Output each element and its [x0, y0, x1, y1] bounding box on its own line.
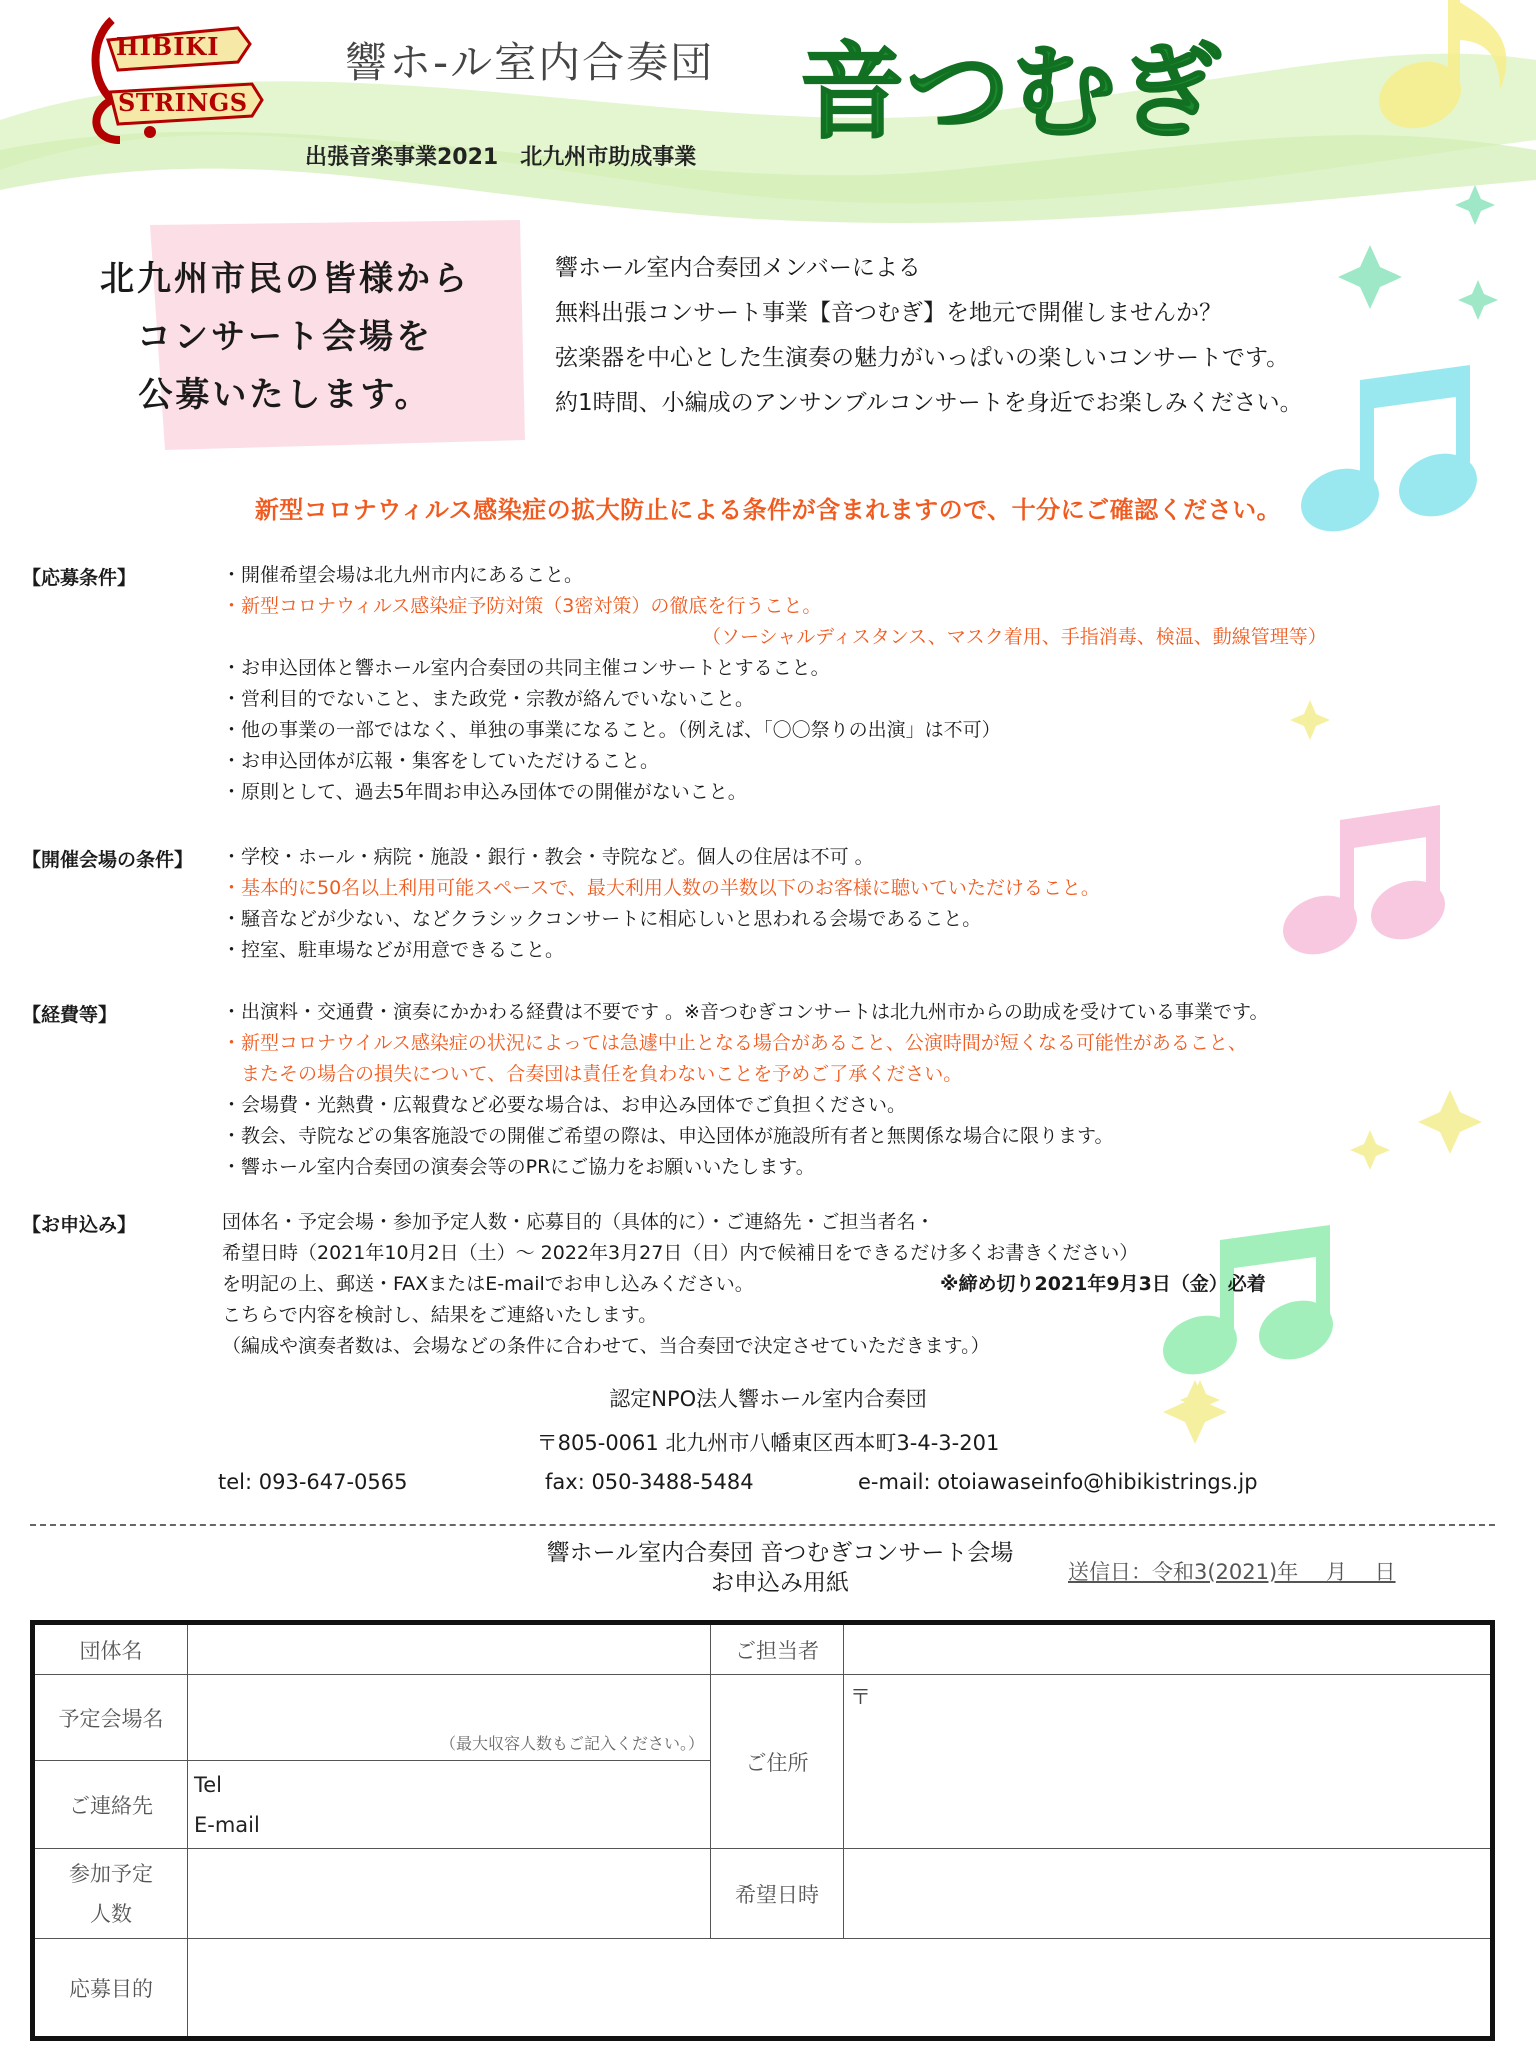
- requirement-line: ・原則として、過去5年間お申込み団体での開催がないこと。: [222, 781, 747, 803]
- venue-body: [222, 842, 1100, 966]
- apply-label: 【お申込み】: [22, 1214, 137, 1236]
- intro-line: 無料出張コンサート事業【音つむぎ】を地元で開催しませんか？: [555, 300, 1222, 326]
- requirement-line: ・開催希望会場は北九州市内にあること。: [222, 564, 584, 586]
- venue-line: ・控室、駐車場などが用意できること。: [222, 939, 565, 961]
- requirement-line: ・お申込団体と響ホール室内合奏団の共同主催コンサートとすること。: [222, 657, 830, 679]
- purpose-label: 応募目的: [33, 1939, 188, 2039]
- contact-org: 認定NPO法人響ホール室内合奏団: [609, 1387, 927, 1411]
- headline-line: 公募いたします。: [138, 375, 432, 415]
- requirement-line: ・他の事業の一部ではなく、単独の事業になること。（例えば、「〇〇祭りの出演」は不可）: [222, 719, 1001, 741]
- form-title-line1: 響ホール室内合奏団 音つむぎコンサート会場: [546, 1540, 1014, 1566]
- logo-line1: HIBIKI: [116, 32, 220, 61]
- venue-line: ・騒音などが少ない、などクラシックコンサートに相応しいと思われる会場であること。: [222, 908, 982, 930]
- org-title: 響ホ-ル室内合奏団: [345, 38, 715, 87]
- intro-text: [555, 246, 1495, 426]
- subtitle: 出張音楽事業2021 北九州市助成事業: [305, 145, 697, 170]
- costs-line: ・新型コロナウイルス感染症の状況によっては急遽中止となる場合があること、公演時間が短くなる可能性があること、: [222, 1032, 1247, 1054]
- address-field[interactable]: [844, 1675, 1493, 1849]
- apply-line: こちらで内容を検討し、結果をご連絡いたします。: [222, 1304, 658, 1326]
- requirement-line: ・営利目的でないこと、また政党・宗教が絡んでいないこと。: [222, 688, 755, 710]
- apply-line: を明記の上、郵送・FAXまたはE-mailでお申し込みください。: [222, 1273, 754, 1295]
- headline-line: 北九州市民の皆様から: [100, 259, 470, 299]
- group-name-field[interactable]: [188, 1623, 711, 1675]
- attendees-label-line1: 参加予定: [69, 1861, 153, 1886]
- contact-address: 〒805-0061 北九州市八幡東区西本町3-4-3-201: [536, 1431, 1000, 1455]
- green-music-note-icon: [1155, 1225, 1342, 1384]
- send-date[interactable]: 送信日：令和3(2021)年 月 日: [1068, 1560, 1396, 1584]
- intro-line: 約1時間、小編成のアンサンブルコンサートを身近でお楽しみください。: [555, 390, 1303, 416]
- requirements-label: 【応募条件】: [22, 567, 137, 589]
- attendees-field[interactable]: [188, 1849, 711, 1939]
- venue-field[interactable]: [188, 1675, 711, 1761]
- venue-label: 予定会場名: [33, 1675, 188, 1761]
- email-label: E-mail: [194, 1812, 260, 1837]
- apply-line: （編成や演奏者数は、会場などの条件に合わせて、当合奏団で決定させていただきます。）: [222, 1335, 990, 1357]
- venue-line: ・学校・ホール・病院・施設・銀行・教会・寺院など。個人の住居は不可 。: [222, 846, 874, 868]
- address-label: ご住所: [711, 1675, 844, 1849]
- costs-line: またその場合の損失について、合奏団は責任を負わないことを予めご了承ください。: [222, 1063, 963, 1085]
- costs-line: ・響ホール室内合奏団の演奏会等のPRにご協力をお願いいたします。: [222, 1156, 815, 1178]
- headline-line: コンサート会場を: [137, 317, 433, 357]
- requirement-line: ・新型コロナウィルス感染症予防対策（3密対策）の徹底を行うこと。: [222, 595, 822, 617]
- headline: [55, 250, 515, 424]
- contact-label: ご連絡先: [33, 1761, 188, 1849]
- group-name-label: 団体名: [33, 1623, 188, 1675]
- contact-fax: fax: 050-3488-5484: [545, 1470, 754, 1494]
- form-title: [480, 1538, 1080, 1598]
- person-field[interactable]: [844, 1623, 1493, 1675]
- requirement-line: （ソーシャルディスタンス、マスク着用、手指消毒、検温、動線管理等）: [702, 626, 1327, 648]
- covid-warning: 新型コロナウィルス感染症の拡大防止による条件が含まれますので、十分にご確認ください。: [254, 496, 1282, 524]
- requirement-line: ・お申込団体が広報・集客をしていただけること。: [222, 750, 660, 772]
- contact-field[interactable]: [188, 1761, 711, 1849]
- intro-line: 響ホール室内合奏団メンバーによる: [555, 255, 921, 281]
- attendees-label: [33, 1849, 188, 1939]
- venue-line: ・基本的に50名以上利用可能スペースで、最大利用人数の半数以下のお客様に聴いていただけること。: [222, 877, 1100, 899]
- main-title: 音つむぎ: [800, 31, 1225, 153]
- logo-line2: STRINGS: [118, 88, 248, 117]
- apply-line: 希望日時（2021年10月2日（土）～ 2022年3月27日（日）内で候補日をできるだけ多くお書きください）: [222, 1242, 1139, 1264]
- form-title-line2: お申込み用紙: [711, 1570, 849, 1596]
- costs-line: ・教会、寺院などの集客施設での開催ご希望の際は、申込団体が施設所有者と無関係な場合に限ります。: [222, 1125, 1114, 1147]
- cut-line-divider: [30, 1524, 1495, 1526]
- deadline: ※締め切り2021年9月3日（金）必着: [940, 1273, 1266, 1295]
- costs-body: [222, 997, 1268, 1183]
- desired-date-label: 希望日時: [711, 1849, 844, 1939]
- application-form-table: [30, 1620, 1495, 2041]
- contact-email[interactable]: e-mail: otoiawaseinfo@hibikistrings.jp: [858, 1470, 1258, 1494]
- costs-line: ・出演料・交通費・演奏にかかわる経費は不要です 。※音つむぎコンサートは北九州市からの助成を受けている事業です。: [222, 1001, 1269, 1023]
- person-label: ご担当者: [711, 1623, 844, 1675]
- intro-line: 弦楽器を中心とした生演奏の魅力がいっぱいの楽しいコンサートです。: [555, 345, 1290, 371]
- costs-label: 【経費等】: [22, 1004, 118, 1026]
- pink-music-note-icon: [1275, 805, 1454, 964]
- tel-label: Tel: [194, 1772, 223, 1797]
- requirements-body: [222, 560, 1327, 808]
- purpose-field[interactable]: [188, 1939, 1493, 2039]
- venue-label: 【開催会場の条件】: [22, 849, 194, 871]
- desired-date-field[interactable]: [844, 1849, 1493, 1939]
- attendees-label-line2: 人数: [90, 1901, 132, 1926]
- postal-mark: 〒: [850, 1685, 871, 1709]
- apply-line: 団体名・予定会場・参加予定人数・応募目的（具体的に）・ご連絡先・ご担当者名・: [222, 1211, 935, 1233]
- venue-note: （最大収容人数もご記入ください。）: [439, 1734, 704, 1753]
- hibiki-strings-logo: [78, 10, 268, 145]
- contact-tel[interactable]: tel: 093-647-0565: [218, 1470, 408, 1494]
- costs-line: ・会場費・光熱費・広報費など必要な場合は、お申込み団体でご負担ください。: [222, 1094, 907, 1116]
